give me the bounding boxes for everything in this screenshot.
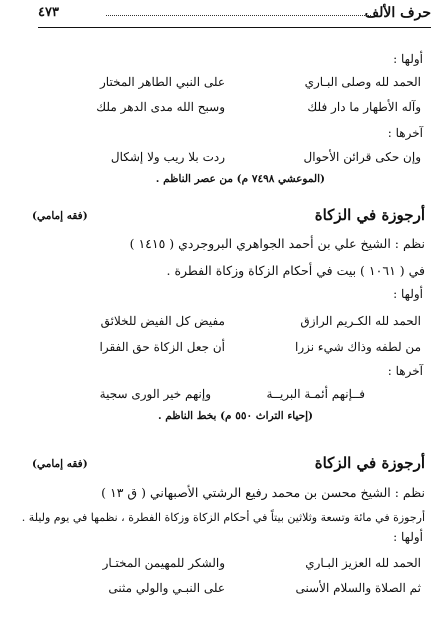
verse-hemistich-right: الحمد لله الكـريم الرازق	[300, 314, 421, 328]
closing-label: آخرها :	[387, 364, 423, 378]
opening-label: أولها :	[393, 530, 423, 544]
subject-tag: (فقه إمامي)	[32, 458, 88, 470]
verse-hemistich-left: ردت بلا ريب ولا إشكال	[110, 150, 225, 164]
entry-title: أرجوزة في الزكاة	[314, 206, 425, 224]
description-line: في ( ١٠٦١ ) بيت في أحكام الزكاة وزكاة الفطرة .	[166, 263, 425, 278]
verse-hemistich-left: أن جعل الزكاة حق الفقرا	[99, 340, 225, 354]
verse-hemistich-left: والشكر للمهيمن المختـار	[102, 556, 225, 570]
verse-hemistich-right: من لطفه وذاك شيء نزرا	[295, 340, 421, 354]
verse-hemistich-left: على النبي الطاهر المختار	[100, 75, 225, 89]
author-line: نظم : الشيخ علي بن أحمد الجواهري البروجردي ( ١٤١٥ )	[129, 236, 425, 251]
running-header-title: حرف الألف	[364, 5, 431, 21]
description-line: أرجوزة في مائة وتسعة وثلاثين بيتاً في أحكام الزكاة وزكاة الفطرة ، نظمها في يوم وليلة .	[21, 511, 425, 524]
closing-label: آخرها :	[387, 126, 423, 140]
header-dot-leader	[106, 9, 371, 16]
verse-hemistich-right: ثم الصلاة والسلام الأسنى	[295, 581, 421, 595]
manuscript-note: (الموعشي ٧٤٩٨ م) من عصر الناظم .	[155, 173, 325, 185]
verse-hemistich-right: الحمد لله وصلى البـاري	[304, 75, 421, 89]
entry-title: أرجوزة في الزكاة	[314, 454, 425, 472]
verse-hemistich-left: وإنهم خير الورى سجية	[99, 387, 211, 401]
page-number: ٤٧٣	[38, 5, 59, 20]
verse-hemistich-left: على النبـي والولي مثنى	[108, 581, 225, 595]
verse-hemistich-right: وآله الأطهار ما دار فلك	[307, 100, 421, 114]
manuscript-note: (إحياء التراث ٥٥٠ م) بخط الناظم .	[157, 410, 313, 422]
verse-hemistich-left: مفيض كل الفيض للخلائق	[100, 314, 225, 328]
verse-hemistich-left: وسبح الله مدى الدهر ملك	[96, 100, 225, 114]
author-line: نظم : الشيخ محسن بن محمد رفيع الرشتي الأصبهاني ( ق ١٣ )	[101, 485, 425, 500]
verse-hemistich-right: فــإنهم أئمـة البريــة	[266, 387, 365, 401]
opening-label: أولها :	[393, 287, 423, 301]
header-rule	[38, 27, 431, 28]
verse-hemistich-right: وإن حكى قرائن الأحوال	[303, 150, 421, 164]
subject-tag: (فقه إمامي)	[32, 210, 88, 222]
verse-hemistich-right: الحمد لله العزيز البـاري	[305, 556, 421, 570]
opening-label: أولها :	[393, 52, 423, 66]
